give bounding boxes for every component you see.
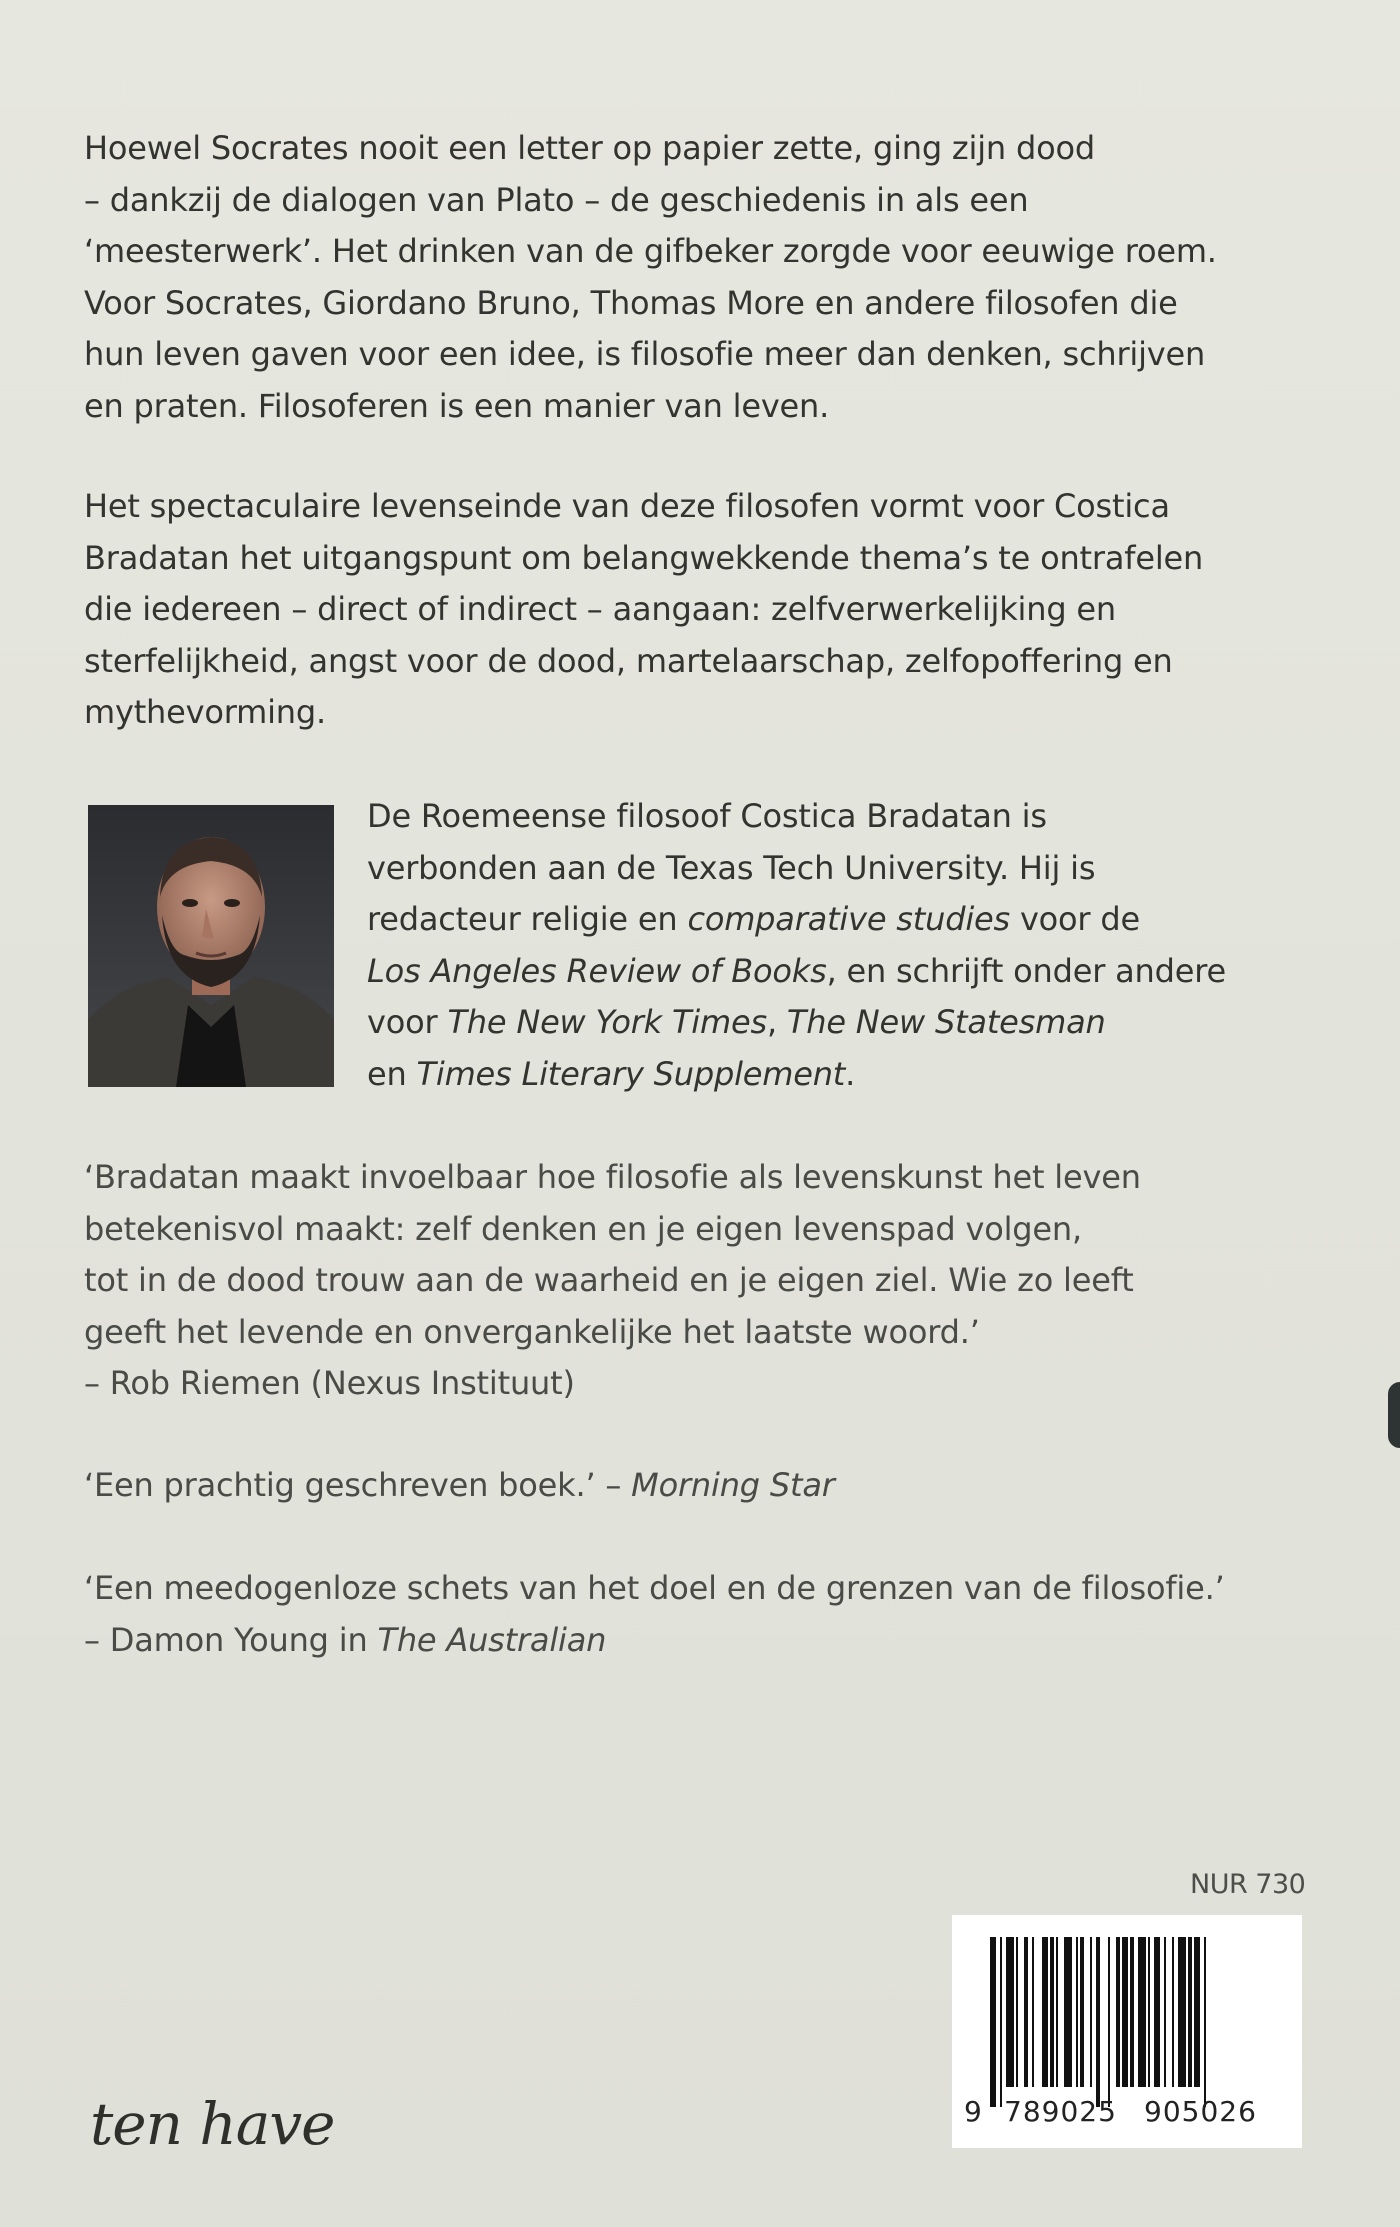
barcode-bar	[1000, 1937, 1002, 2107]
barcode-bar	[1122, 1937, 1128, 2087]
isbn-barcode	[952, 1915, 1302, 2148]
bio-text: .	[845, 1054, 856, 1093]
barcode-bar	[1178, 1937, 1186, 2087]
barcode-bar	[1130, 1937, 1134, 2087]
quote-line: ‘Een meedogenloze schets van het doel en de grenzen van de filosofie.’	[84, 1569, 1225, 1607]
barcode-bar	[1148, 1937, 1150, 2087]
barcode-digits-left: 789025	[1004, 2095, 1117, 2128]
barcode-bar	[1056, 1937, 1058, 2087]
bio-line: verbonden aan de Texas Tech University. Hij is	[367, 848, 1096, 887]
bio-line: De Roemeense filosoof Costica Bradatan is	[367, 797, 1047, 835]
blurb-line: – dankzij de dialogen van Plato – de geschiedenis in als een	[84, 180, 1029, 219]
quote-attribution-prefix: – Damon Young in	[84, 1620, 378, 1659]
blurb-line: sterfelijkheid, angst voor de dood, martelaarschap, zelfopoffering en	[84, 641, 1173, 680]
barcode-digit-prefix: 9	[964, 2095, 983, 2128]
barcode-bar	[1006, 1937, 1014, 2087]
blurb-paragraph-1	[84, 123, 1217, 432]
nur-code: NUR 730	[1190, 1869, 1306, 1900]
bio-text: redacteur religie en	[367, 900, 688, 938]
barcode-bar	[1194, 1937, 1200, 2087]
bio-italic-text: Times Literary Supplement	[416, 1054, 846, 1093]
edge-mark	[1388, 1382, 1400, 1448]
barcode-bar	[1116, 1937, 1120, 2087]
bio-line	[367, 997, 1226, 1049]
bio-text: ,	[766, 1003, 787, 1041]
barcode-bar	[1138, 1937, 1146, 2087]
barcode-bar	[1076, 1937, 1078, 2087]
barcode-bar	[1016, 1937, 1018, 2087]
blurb-line: Het spectaculaire levenseinde van deze filosofen vormt voor Costica	[84, 487, 1170, 525]
quote-line: ‘Bradatan maakt invoelbaar hoe filosofie als levenskunst het leven	[84, 1158, 1141, 1196]
barcode-bar	[1164, 1937, 1166, 2087]
quote-line: betekenisvol maakt: zelf denken en je eigen levenspad volgen,	[84, 1209, 1082, 1248]
blurb-line: mythevorming.	[84, 693, 326, 731]
publisher-logo: ten have	[90, 2090, 335, 2158]
bio-text: en	[367, 1054, 417, 1093]
bio-italic-text: The New York Times	[447, 1003, 767, 1041]
quote-text: ‘Een prachtig geschreven boek.’ –	[84, 1466, 632, 1504]
bio-line	[367, 1049, 1226, 1101]
blurb-line: en praten. Filosoferen is een manier van leven.	[84, 386, 830, 425]
blurb-line: ‘meesterwerk’. Het drinken van de gifbeker zorgde voor eeuwige roem.	[84, 232, 1217, 270]
bio-text: voor	[367, 1003, 448, 1041]
blurb-line: Hoewel Socrates nooit een letter op papier zette, ging zijn dood	[84, 129, 1095, 167]
quote-attribution: – Rob Riemen (Nexus Instituut)	[84, 1364, 575, 1402]
bio-line	[367, 894, 1226, 946]
author-bio	[367, 791, 1226, 1100]
quote-line: tot in de dood trouw aan de waarheid en je eigen ziel. Wie zo leeft	[84, 1261, 1134, 1299]
bio-text: voor de	[1009, 900, 1140, 938]
quote-source: The Australian	[377, 1620, 607, 1659]
barcode-bar	[1204, 1937, 1206, 2107]
bio-line	[367, 946, 1226, 998]
quote-line	[84, 1460, 835, 1512]
blurb-line: die iedereen – direct of indirect – aangaan: zelfverwerkelijking en	[84, 590, 1116, 628]
barcode-bar	[990, 1937, 996, 2107]
barcode-bar	[1154, 1937, 1160, 2087]
barcode-bar	[1108, 1937, 1110, 2107]
author-photo	[88, 805, 334, 1087]
barcode-bar	[1050, 1937, 1054, 2087]
barcode-bar	[1096, 1937, 1100, 2107]
barcode-bar	[1080, 1937, 1084, 2087]
barcode-bar	[1188, 1937, 1192, 2087]
bio-italic-text: Los Angeles Review of Books	[367, 951, 827, 990]
bio-italic-text: comparative studies	[687, 900, 1010, 938]
quote-rob-riemen	[84, 1152, 1141, 1410]
bio-italic-text: The New Statesman	[786, 1003, 1106, 1041]
barcode-bar	[1064, 1937, 1072, 2087]
quote-source: Morning Star	[631, 1466, 835, 1504]
quote-morning-star	[84, 1460, 835, 1512]
bio-text: , en schrijft onder andere	[826, 951, 1226, 990]
blurb-line: hun leven gaven voor een idee, is filosofie meer dan denken, schrijven	[84, 335, 1206, 373]
blurb-line: Voor Socrates, Giordano Bruno, Thomas More en andere filosofen die	[84, 283, 1178, 322]
blurb-paragraph-2	[84, 481, 1203, 739]
barcode-bar	[1090, 1937, 1092, 2087]
quote-line: geeft het levende en onvergankelijke het laatste woord.’	[84, 1312, 980, 1351]
barcode-bar	[1032, 1937, 1034, 2087]
quote-attribution	[84, 1615, 1225, 1667]
blurb-line: Bradatan het uitgangspunt om belangwekkende thema’s te ontrafelen	[84, 538, 1204, 577]
barcode-bar	[1172, 1937, 1174, 2087]
quote-the-australian	[84, 1563, 1225, 1666]
barcode-digits-right: 905026	[1144, 2095, 1257, 2128]
barcode-bar	[1024, 1937, 1028, 2087]
barcode-bar	[1042, 1937, 1048, 2087]
